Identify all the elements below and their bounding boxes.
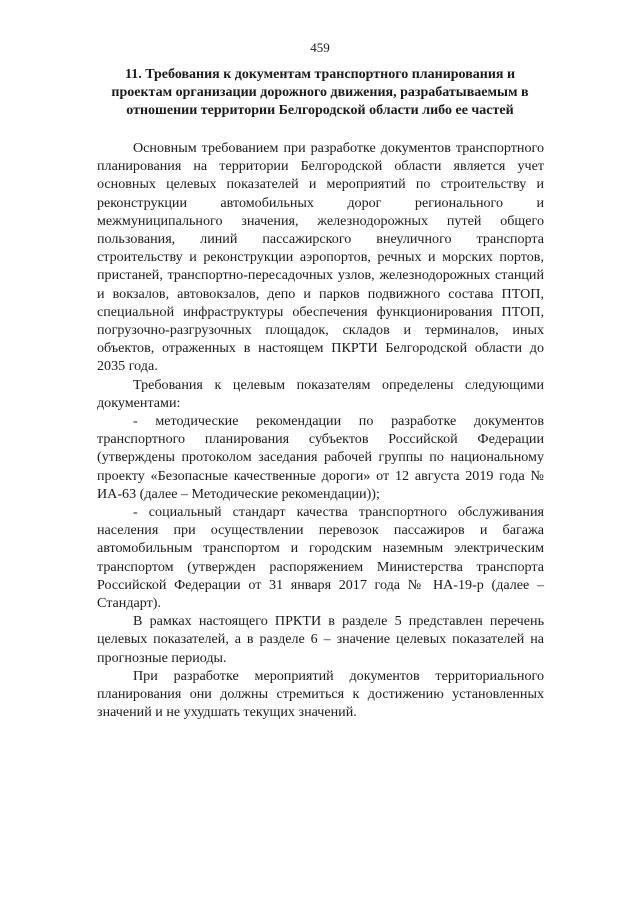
list-item-methodical-recommendations: - методические рекомендации по разработке документов транспортного планирования субъектов Российской Федерации (утверждены протоколом заседания рабочей группы по национальному проекту «Безопасные качественные дороги» от 12 августа 2019 года № ИА-63 (далее – Методические рекомендации)); bbox=[97, 413, 544, 502]
list-item-social-standard: - социальный стандарт качества транспортного обслуживания населения при осуществлении перевозок пассажиров и багажа автомобильным транспортом и городским наземным электрическим транспортом (утвержден распоряжением Министерства транспорта Российской Федерации от 31 января 2017 года № НА-19-р (далее – Стандарт). bbox=[97, 504, 544, 612]
paragraph-measures: При разработке мероприятий документов территориального планирования они должны стремиться к достижению установленных значений и не ухудшать текущих значений. bbox=[97, 667, 544, 721]
section-heading: 11. Требования к документам транспортного планирования и проектам организации дорожного движения, разрабатываемым в отношении территории Белгородской области либо ее частей bbox=[111, 67, 529, 118]
paragraph-target-docs: Требования к целевым показателям определены следующими документами: bbox=[97, 376, 544, 411]
paragraph-sections: В рамках настоящего ПРКТИ в разделе 5 представлен перечень целевых показателей, а в разделе 6 – значение целевых показателей на прогнозные периоды. bbox=[97, 613, 544, 666]
paragraph-requirements: Основным требованием при разработке документов транспортного планирования на территории Белгородской области является учет основных целевых показателей и мероприятий по строительству и реконструкции автомобильных дорог регионального и межмуниципального значения, железнодорожных путей общего пользования, линий пассажирского внеуличного транспорта строительству и реконструкции аэропортов, речных и морских портов, пристаней, транспортно-пересадочных узлов, железнодорожных станций и вокзалов, автовокзалов, депо и парков подвижного состава ПТОП, специальной инфраструктуры обеспечения функционирования ПТОП, погрузочно-разгрузочных площадок, складов и терминалов, иных объектов, отраженных в настоящем ПКРТИ Белгородской области до 2035 года. bbox=[97, 140, 544, 375]
document-body bbox=[97, 139, 544, 722]
page-number: 459 bbox=[310, 40, 330, 55]
